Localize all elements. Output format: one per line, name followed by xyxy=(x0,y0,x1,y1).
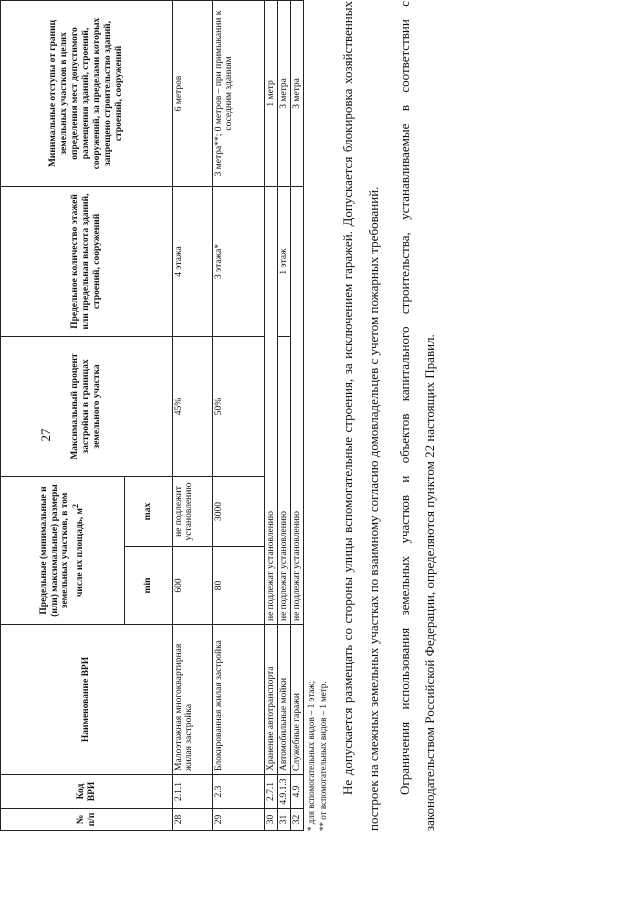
row-setback: 3 метра xyxy=(291,0,304,186)
footnote: * для вспомогательных видов – 1 этаж; xyxy=(306,680,316,831)
table-row xyxy=(291,0,304,830)
row-name: Автомобильные мойки xyxy=(278,625,291,775)
zoning-table xyxy=(0,0,304,831)
header-max-percent: Максимальный процент застройки в границах земельного участка xyxy=(1,336,173,476)
row-merged: не подлежат установлению xyxy=(265,186,278,624)
header-setbacks: Минимальные отступы от границ земельных участков в целях определения мест допустимого размещения зданий, строений, сооружений, за пределами которых запрещено строительство зданий, строений, сооружений xyxy=(1,0,173,186)
row-code: 2.3 xyxy=(213,775,265,809)
table-row xyxy=(213,0,265,830)
row-floors: 4 этажа xyxy=(173,186,213,336)
row-merged: не подлежат установлению xyxy=(291,186,304,624)
row-no: 31 xyxy=(278,809,291,831)
row-code: 4.9.1.3 xyxy=(278,775,291,809)
row-no: 32 xyxy=(291,809,304,831)
page-number: 27 xyxy=(38,428,53,442)
row-min: 600 xyxy=(173,547,213,625)
row-min: 80 xyxy=(213,547,265,625)
row-code: 2.1.1 xyxy=(173,775,213,809)
table-row xyxy=(265,0,278,830)
row-name: Малоэтажная многоквартирная жилая застройка xyxy=(173,625,213,775)
row-name: Блокированная жилая застройка xyxy=(213,625,265,775)
row-percent: 45% xyxy=(173,336,213,476)
row-max: 3000 xyxy=(213,476,265,546)
header-max: max xyxy=(125,476,173,546)
footnote: ** от вспомогательных видов – 1 метр. xyxy=(317,681,328,831)
row-name: Служебные гаражи xyxy=(291,625,304,775)
paragraph: Ограничения использования земельных участков и объектов капитального строительства, устанавливаемые в соответствии с законодательством Российской Федерации, определяются пунктом 22 настоящих Правил. xyxy=(397,1,438,831)
row-no: 29 xyxy=(213,809,265,831)
row-no: 28 xyxy=(173,809,213,831)
row-max: не подлежит установлению xyxy=(173,476,213,546)
row-floors: 1 этаж xyxy=(278,186,291,336)
row-code: 2.7.1 xyxy=(265,775,278,809)
table-row xyxy=(278,0,291,830)
header-floors: Предельное количество этажей или предельная высота зданий, строений, сооружений xyxy=(1,186,173,336)
header-min: min xyxy=(125,547,173,625)
rotated-page-content xyxy=(0,1,566,831)
header-no: № п/п xyxy=(1,809,173,831)
row-setback: 6 метров xyxy=(173,0,213,186)
row-no: 30 xyxy=(265,809,278,831)
row-setback: 1 метр xyxy=(265,0,278,186)
row-name: Хранение автотранспорта xyxy=(265,625,278,775)
table-row xyxy=(173,0,213,830)
row-setback: 3 метра**; 0 метров – при примыкании к соседним зданиям xyxy=(213,0,265,186)
table-footnotes xyxy=(306,1,329,831)
row-floors: 3 этажа* xyxy=(213,186,265,336)
row-percent: 50% xyxy=(213,336,265,476)
row-setback: 3 метра xyxy=(278,0,291,186)
header-code: Код ВРИ xyxy=(1,775,173,809)
header-name: Наименование ВРИ xyxy=(1,625,173,775)
row-code: 4.9 xyxy=(291,775,304,809)
paragraph: Не допускается размещать со стороны улицы вспомогательные строения, за исключением гаражей. Допускается блокировка хозяйственных построек на смежных земельных участках по взаимному согласию домовладельцев с учетом пожарных требований. xyxy=(340,1,381,831)
row-merged: не подлежат установлению xyxy=(278,336,291,624)
header-size-limits: Предельные (минимальные и (или) максимальные) размеры земельных участков, в том числе их площадь, $м^2$ xyxy=(1,476,125,624)
